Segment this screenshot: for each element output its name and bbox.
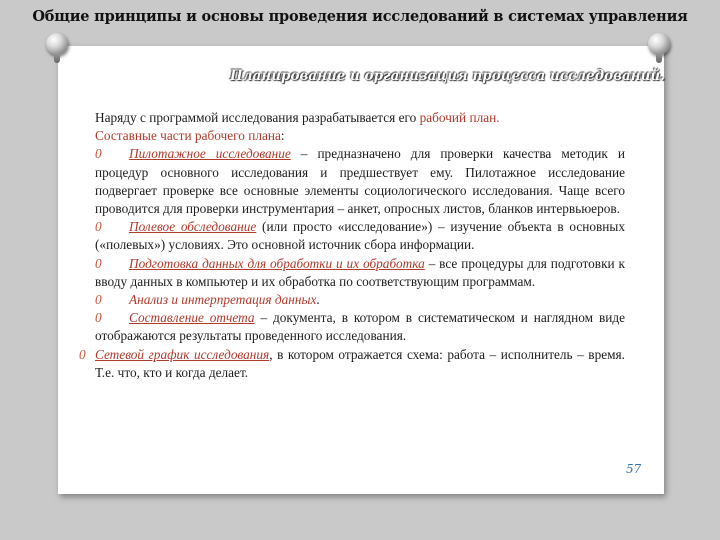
work-plan-term: рабочий план. <box>419 110 500 125</box>
network-schedule-term: Сетевой график исследования <box>95 346 270 362</box>
intro-text: Наряду с программой исследования разрабатывается его <box>95 110 420 125</box>
bullet-term: Пилотажное исследование <box>129 146 291 162</box>
bullet-marker-icon: 0 <box>95 146 102 162</box>
bullet-text: – документа, в котором в систематическом и наглядном виде отображаются результаты проведенного исследования. <box>95 310 626 344</box>
bullet-text: – предназначено для проверки качества методик и процедур основного исследования и предшествует ему. Пилотажное исследование подвергает проверке все основные элементы социологического исследования. Чаще всего проводится для проверки инструментария – анкет, опросных листов, бланков интервьюеров. <box>95 146 625 217</box>
list-item <box>79 346 625 382</box>
pushpin-icon <box>648 33 670 55</box>
bullet-term: Подготовка данных для обработки и их обработка <box>129 255 425 271</box>
bullet-term: Полевое обследование <box>129 219 257 235</box>
work-plan-parts-label: Составные части рабочего плана <box>95 128 281 144</box>
page-number: 57 <box>626 462 642 476</box>
section-subtitle: Планирование и организация процесса исследований. <box>230 68 665 84</box>
bullet-marker-icon: 0 <box>95 255 102 271</box>
bullet-text: – все процедуры для подготовки к вводу данных в компьютер и их обработка по соответствующим программам. <box>95 255 625 289</box>
list-item <box>95 145 625 218</box>
bullet-marker-icon: 0 <box>95 310 102 326</box>
bullet-text: . <box>316 292 320 308</box>
list-item <box>95 309 625 345</box>
intro-paragraph <box>95 109 625 145</box>
bullet-marker-icon: 0 <box>79 346 86 362</box>
pushpin-icon <box>46 33 68 55</box>
list-item <box>95 291 625 309</box>
bullet-text: (или просто «исследование») – изучение объекта в основных («полевых») условиях. Это основной источник сбора информации. <box>95 219 625 253</box>
bullet-term: Анализ и интерпретация данных <box>129 292 317 308</box>
intro-colon: : <box>280 128 285 144</box>
list-item <box>95 218 625 254</box>
bullet-term: Составление отчета <box>129 310 255 326</box>
bullet-text: , в котором отражается схема: работа – исполнитель – время. Т.е. что, кто и когда делает. <box>95 346 625 380</box>
bullet-marker-icon: 0 <box>95 292 102 308</box>
body-text <box>79 109 626 382</box>
bullet-marker-icon: 0 <box>95 219 102 235</box>
list-item <box>95 255 625 291</box>
slide-title: Общие принципы и основы проведения исследований в системах управления <box>32 8 688 25</box>
